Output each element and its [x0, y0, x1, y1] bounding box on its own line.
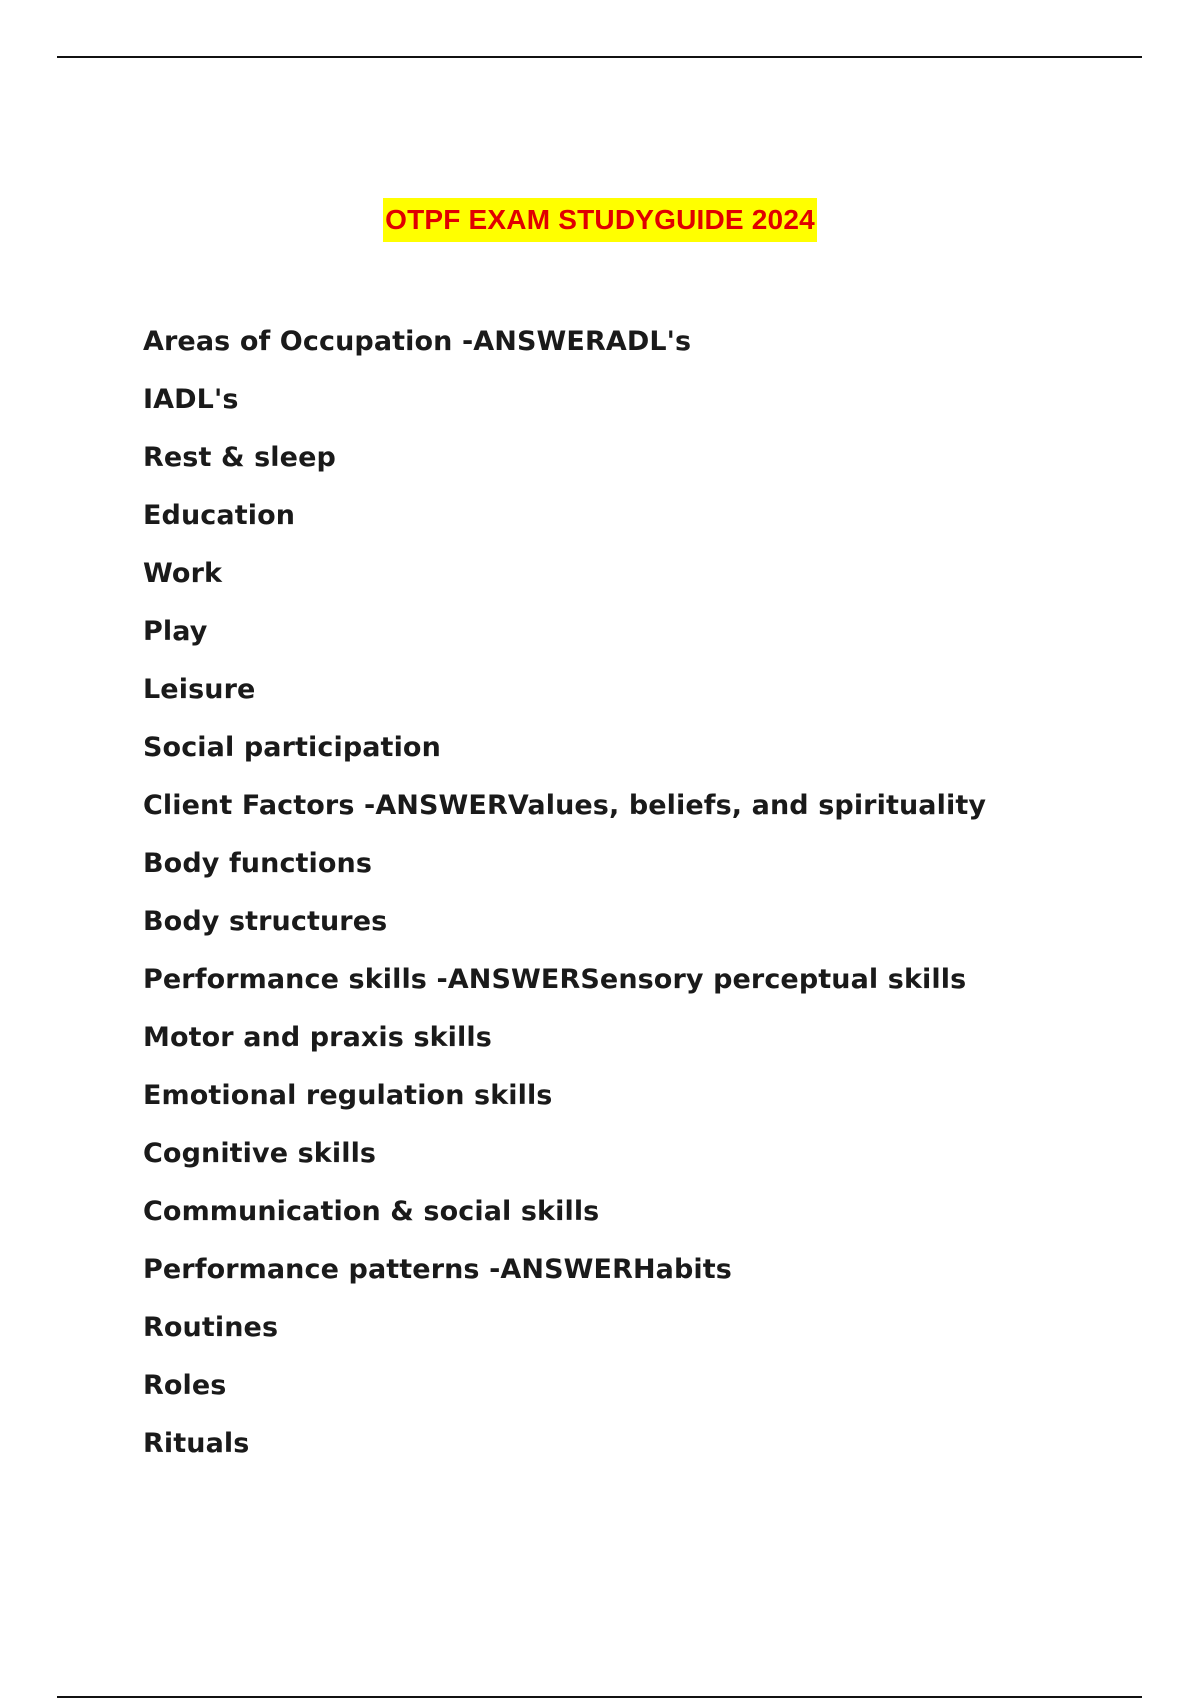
- answer-line: [143, 1014, 1143, 1072]
- answer-line: [143, 840, 1143, 898]
- qa-line: [143, 318, 1143, 376]
- answer-text: Play: [143, 616, 208, 647]
- answer-text: Sensory perceptual skills: [580, 964, 967, 995]
- answer-line: [143, 434, 1143, 492]
- answer-text: Body structures: [143, 906, 388, 937]
- answer-line: [143, 1130, 1143, 1188]
- answer-text: Values, beliefs, and spirituality: [507, 790, 987, 821]
- answer-line: [143, 608, 1143, 666]
- study-guide-content: [143, 318, 1143, 1478]
- qa-line: [143, 782, 1143, 840]
- answer-text: Rest & sleep: [143, 442, 336, 473]
- answer-line: [143, 1362, 1143, 1420]
- answer-text: Cognitive skills: [143, 1138, 377, 1169]
- answer-line: [143, 724, 1143, 782]
- question-term: Performance skills -: [143, 964, 448, 995]
- question-term: Client Factors -: [143, 790, 376, 821]
- answer-line: [143, 898, 1143, 956]
- answer-text: Roles: [143, 1370, 227, 1401]
- answer-marker: ANSWER: [500, 1254, 633, 1285]
- answer-text: ADL's: [605, 326, 692, 357]
- answer-text: Work: [143, 558, 223, 589]
- answer-line: [143, 666, 1143, 724]
- answer-line: [143, 1188, 1143, 1246]
- bottom-rule: [57, 1696, 1142, 1698]
- answer-line: [143, 376, 1143, 434]
- top-rule: [57, 56, 1142, 58]
- answer-marker: ANSWER: [473, 326, 606, 357]
- answer-line: [143, 1072, 1143, 1130]
- answer-text: Routines: [143, 1312, 279, 1343]
- answer-text: Leisure: [143, 674, 256, 705]
- answer-text: IADL's: [143, 384, 239, 415]
- answer-text: Communication & social skills: [143, 1196, 600, 1227]
- answer-text: Body functions: [143, 848, 373, 879]
- answer-text: Rituals: [143, 1428, 250, 1459]
- answer-line: [143, 492, 1143, 550]
- answer-text: Habits: [632, 1254, 732, 1285]
- answer-marker: ANSWER: [447, 964, 581, 995]
- answer-text: Emotional regulation skills: [143, 1080, 553, 1111]
- question-term: Areas of Occupation -: [143, 326, 474, 357]
- answer-text: Education: [143, 500, 296, 531]
- qa-line: [143, 1246, 1143, 1304]
- question-term: Performance patterns -: [143, 1254, 501, 1285]
- answer-text: Social participation: [143, 732, 441, 763]
- document-title: OTPF EXAM STUDYGUIDE 2024: [383, 198, 817, 242]
- answer-text: Motor and praxis skills: [143, 1022, 492, 1053]
- answer-line: [143, 1304, 1143, 1362]
- answer-marker: ANSWER: [375, 790, 508, 821]
- title-container: [0, 198, 1200, 242]
- qa-line: [143, 956, 1143, 1014]
- answer-line: [143, 550, 1143, 608]
- answer-line: [143, 1420, 1143, 1478]
